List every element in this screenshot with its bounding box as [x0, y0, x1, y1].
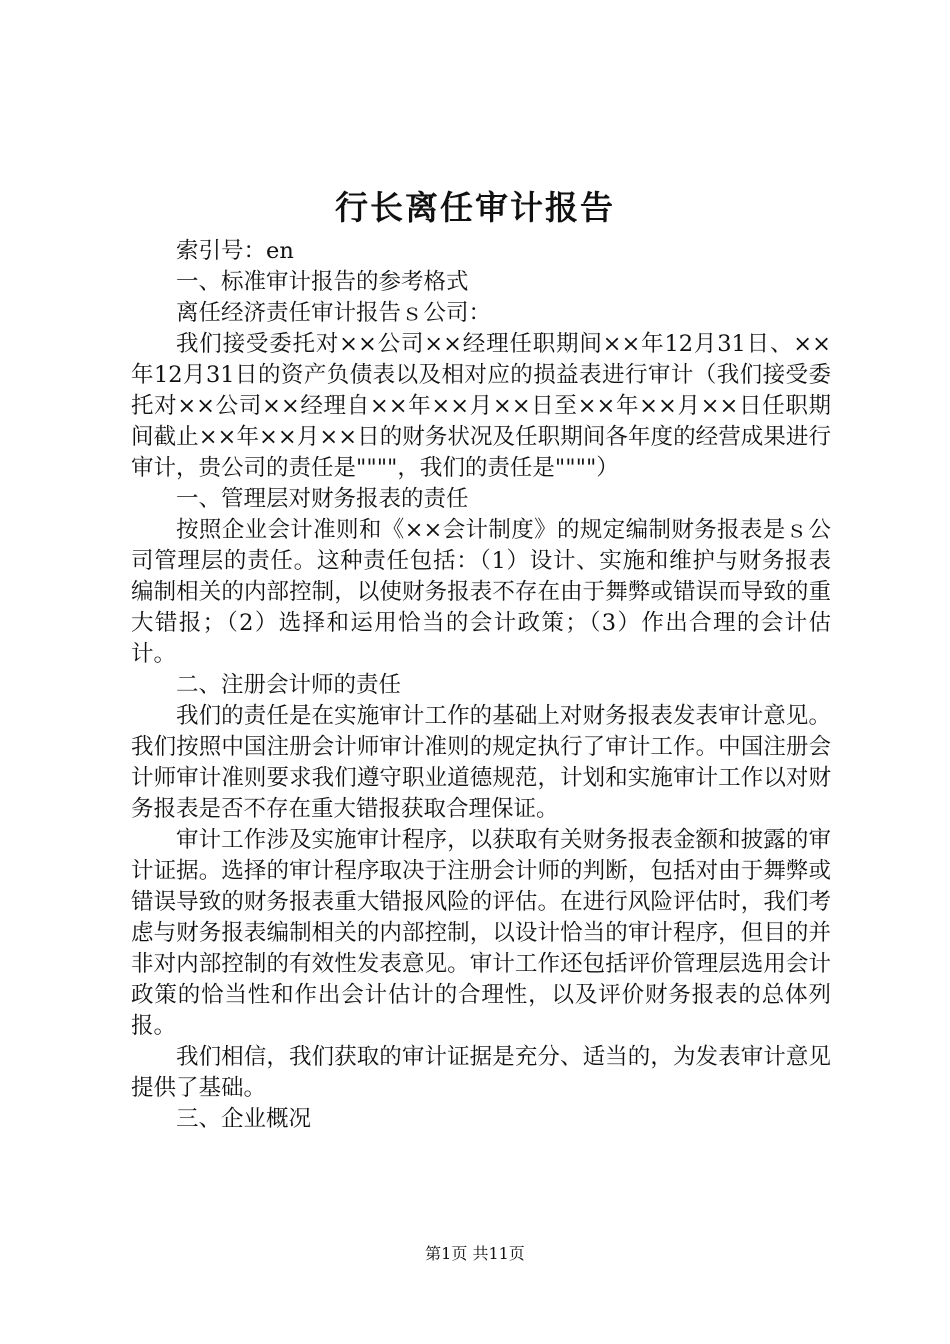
body-paragraph: 我们的责任是在实施审计工作的基础上对财务报表发表审计意见。我们按照中国注册会计师审计准则的规定执行了审计工作。中国注册会计师审计准则要求我们遵守职业道德规范，计划和实施审计工作以对财务报表是否不存在重大错报获取合理保证。	[131, 703, 831, 822]
body-paragraph: 我们接受委托对××公司××经理任职期间××年12月31日、××年12月31日的资产负债表以及相对应的损益表进行审计（我们接受委托对××公司××经理自××年××月××日至××年××月××日任职期间截止××年××月××日的财务状况及任职期间各年度的经营成果进行审计，贵公司的责任是""""，我们的责任是""""）	[131, 331, 831, 481]
section-heading: 一、标准审计报告的参考格式	[176, 269, 469, 295]
body-paragraph: 我们相信，我们获取的审计证据是充分、适当的，为发表审计意见提供了基础。	[131, 1044, 831, 1101]
section-heading: 三、企业概况	[176, 1106, 312, 1132]
report-addressee: 离任经济责任审计报告ｓ公司：	[176, 300, 492, 326]
document-body	[131, 236, 831, 1135]
body-paragraph: 审计工作涉及实施审计程序，以获取有关财务报表金额和披露的审计证据。选择的审计程序取决于注册会计师的判断，包括对由于舞弊或错误导致的财务报表重大错报风险的评估。在进行风险评估时，我们考虑与财务报表编制相关的内部控制，以设计恰当的审计程序，但目的并非对内部控制的有效性发表意见。审计工作还包括评价管理层选用会计政策的恰当性和作出会计估计的合理性，以及评价财务报表的总体列报。	[131, 827, 831, 1039]
page-number-footer: 第1页 共11页	[425, 1244, 525, 1263]
index-number-line: 索引号：en	[176, 238, 294, 264]
body-paragraph: 按照企业会计准则和《××会计制度》的规定编制财务报表是ｓ公司管理层的责任。这种责任包括：（1）设计、实施和维护与财务报表编制相关的内部控制，以使财务报表不存在由于舞弊或错误而导致的重大错报；（2）选择和运用恰当的会计政策；（3）作出合理的会计估计。	[131, 517, 831, 667]
section-heading: 二、注册会计师的责任	[176, 672, 402, 698]
section-heading: 一、管理层对财务报表的责任	[176, 486, 469, 512]
document-title: 行长离任审计报告	[335, 188, 615, 227]
